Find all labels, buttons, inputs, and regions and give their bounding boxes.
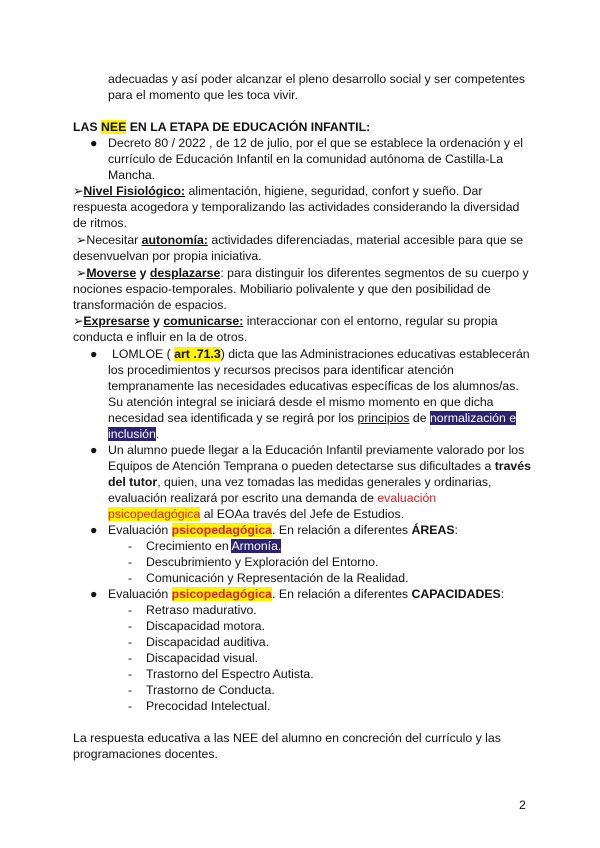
lomloe-pre: LOMLOE ( xyxy=(112,347,175,361)
inclusion-highlight: inclusión xyxy=(108,427,156,441)
autonomia-text: actividades diferenciadas, material accesible para que se xyxy=(207,233,524,247)
lomloe-de: de xyxy=(409,411,430,425)
bullet-icon: ● xyxy=(90,587,98,601)
autonomia-pre: Necesitar xyxy=(86,233,142,247)
lomloe-line-2: los procedimientos y recursos precisos para identificar atención xyxy=(108,363,454,377)
capacidad-item: Discapacidad visual. xyxy=(146,651,259,665)
alumno-evaluacion-red: evaluación xyxy=(377,491,437,505)
alumno-l4-pre: evaluación realizará por escrito una demanda de xyxy=(108,491,378,505)
decreto-line-3: Mancha. xyxy=(108,168,156,182)
arrow-icon: ➢ xyxy=(73,184,84,198)
areas-pre: Evaluación xyxy=(108,523,172,537)
closing-line-2: programaciones docentes. xyxy=(73,747,218,761)
capacidades-mid: . En relación a diferentes xyxy=(272,587,412,601)
alumno-line-1: Un alumno puede llegar a la Educación Infantil previamente valorado por los xyxy=(108,443,525,457)
bullet-icon: ● xyxy=(90,136,98,150)
lomloe-line-4: Su atención integral se iniciará desde el mismo momento en que dicha xyxy=(108,395,494,409)
capacidades-end: : xyxy=(500,587,505,601)
lomloe-text: ) dicta que las Administraciones educativas establecerán xyxy=(220,347,530,361)
lomloe-article-highlight: art .71.3 xyxy=(174,347,221,361)
lomloe-line-1 xyxy=(112,346,530,362)
alumno-line-3 xyxy=(108,474,491,490)
lomloe-end: . xyxy=(155,427,160,441)
comunicarse-label: comunicarse: xyxy=(163,314,244,328)
expresarse-line-2: conducta e influir en la de otros. xyxy=(73,330,248,344)
moverse-label: Moverse xyxy=(86,266,137,280)
autonomia-label: autonomía: xyxy=(141,233,208,247)
fisiologico-line-3: de ritmos. xyxy=(73,216,127,230)
expresarse-label: Expresarse xyxy=(83,314,150,328)
alumno-line-2 xyxy=(108,458,531,474)
arrow-icon: ➢ xyxy=(73,314,84,328)
capacidad-item: Discapacidad motora. xyxy=(146,619,265,633)
area-item: Descubrimiento y Exploración del Entorno. xyxy=(146,555,379,569)
areas-end: : xyxy=(454,523,458,537)
dash-icon: - xyxy=(128,667,133,681)
section-heading xyxy=(73,119,370,135)
areas-line xyxy=(108,522,458,538)
dash-icon: - xyxy=(128,571,133,585)
arrow-icon: ➢ xyxy=(76,266,87,280)
principios-link: principios xyxy=(357,411,410,425)
lomloe-line-5 xyxy=(108,410,516,426)
alumno-line-5 xyxy=(108,506,404,522)
page-number: 2 xyxy=(519,798,526,812)
capacidad-item: Trastorno de Conducta. xyxy=(146,683,275,697)
capacidades-bold: CAPACIDADES xyxy=(411,587,501,601)
dash-icon: - xyxy=(128,699,133,713)
alumno-line-4 xyxy=(108,490,436,506)
capacidad-item: Precocidad Intelectual. xyxy=(146,699,271,713)
fisiologico-text: alimentación, higiene, seguridad, confort y sueño. Dar xyxy=(185,184,483,198)
capacidades-pre: Evaluación xyxy=(108,587,172,601)
capacidades-psicopedagogica-highlight: psicopedagógica xyxy=(171,587,273,601)
capacidad-item: Discapacidad auditiva. xyxy=(146,635,270,649)
lomloe-line-3: tempranamente las necesidades educativas específicas de los alumnos/as. xyxy=(108,379,519,393)
bullet-icon: ● xyxy=(90,443,98,457)
bullet-icon: ● xyxy=(90,523,98,537)
fisiologico-label: Nivel Fisiológico: xyxy=(83,184,186,198)
dash-icon: - xyxy=(128,651,133,665)
alumno-tutor: del tutor xyxy=(108,475,158,489)
heading-post: EN LA ETAPA DE EDUCACIÓN INFANTIL: xyxy=(126,120,371,134)
intro-line-2: para el momento que les toca vivir. xyxy=(108,88,299,102)
dash-icon: - xyxy=(128,603,133,617)
area-item: Comunicación y Representación de la Realidad. xyxy=(146,571,409,585)
closing-line-1: La respuesta educativa a las NEE del alumno en concreción del currículo y las xyxy=(73,731,501,745)
normalizacion-highlight: normalización e xyxy=(429,411,517,425)
decreto-line-1: Decreto 80 / 2022 , de 12 de julio, por el que se establece la ordenación y el xyxy=(108,136,523,150)
alumno-l5-rest: al EOAa través del Jefe de Estudios. xyxy=(200,507,405,521)
expresarse-text: interaccionar con el entorno, regular su propia xyxy=(243,314,498,328)
areas-psicopedagogica-highlight: psicopedagógica xyxy=(171,523,273,537)
moverse-and: y xyxy=(136,266,150,280)
autonomia-line-1 xyxy=(76,232,523,248)
area-item-pre: Crecimiento en xyxy=(146,539,232,553)
autonomia-line-2: desenvuelvan por propia iniciativa. xyxy=(73,249,262,263)
moverse-line-3: transformación de espacios. xyxy=(73,298,227,312)
expresarse-line-1 xyxy=(73,313,498,329)
armonia-highlight: Armonía. xyxy=(231,539,282,553)
heading-pre: LAS xyxy=(73,120,102,134)
arrow-icon: ➢ xyxy=(76,233,87,247)
dash-icon: - xyxy=(128,619,133,633)
alumno-l2-pre: Equipos de Atención Temprana o pueden detectarse sus dificultades a xyxy=(108,459,495,473)
intro-line-1: adecuadas y así poder alcanzar el pleno desarrollo social y ser competentes xyxy=(108,72,525,86)
dash-icon: - xyxy=(128,683,133,697)
heading-nee-highlight: NEE xyxy=(101,120,127,134)
dash-icon: - xyxy=(128,555,133,569)
capacidad-item: Trastorno del Espectro Autista. xyxy=(146,667,314,681)
alumno-psicopedagogica-highlight: psicopedagógica xyxy=(108,507,201,521)
areas-bold: ÁREAS xyxy=(411,523,455,537)
areas-mid: . En relación a diferentes xyxy=(272,523,412,537)
moverse-text: : para distinguir los diferentes segmentos de su cuerpo y xyxy=(220,266,529,280)
expresarse-and: y xyxy=(149,314,164,328)
alumno-traves: través xyxy=(494,459,531,473)
dash-icon: - xyxy=(128,635,133,649)
dash-icon: - xyxy=(128,539,133,553)
alumno-l3-rest: , quien, una vez tomadas las medidas generales y ordinarias, xyxy=(157,475,492,489)
decreto-line-2: currículo de Educación Infantil en la comunidad autónoma de Castilla-La xyxy=(108,152,504,166)
capacidad-item: Retraso madurativo. xyxy=(146,603,257,617)
moverse-line-1 xyxy=(76,265,529,281)
moverse-line-2: nociones espacio-temporales. Mobiliario polivalente y que den posibilidad de xyxy=(73,282,491,296)
area-item xyxy=(146,538,281,554)
bullet-icon: ● xyxy=(90,347,98,361)
lomloe-line-6 xyxy=(108,426,159,442)
fisiologico-line-1 xyxy=(73,183,482,199)
lomloe-l5-pre: necesidad sea identificada y se regirá por los xyxy=(108,411,358,425)
desplazarse-label: desplazarse xyxy=(149,266,221,280)
fisiologico-line-2: respuesta acogedora y temporalizando las actividades considerando la diversidad xyxy=(73,200,520,214)
capacidades-line xyxy=(108,586,504,602)
